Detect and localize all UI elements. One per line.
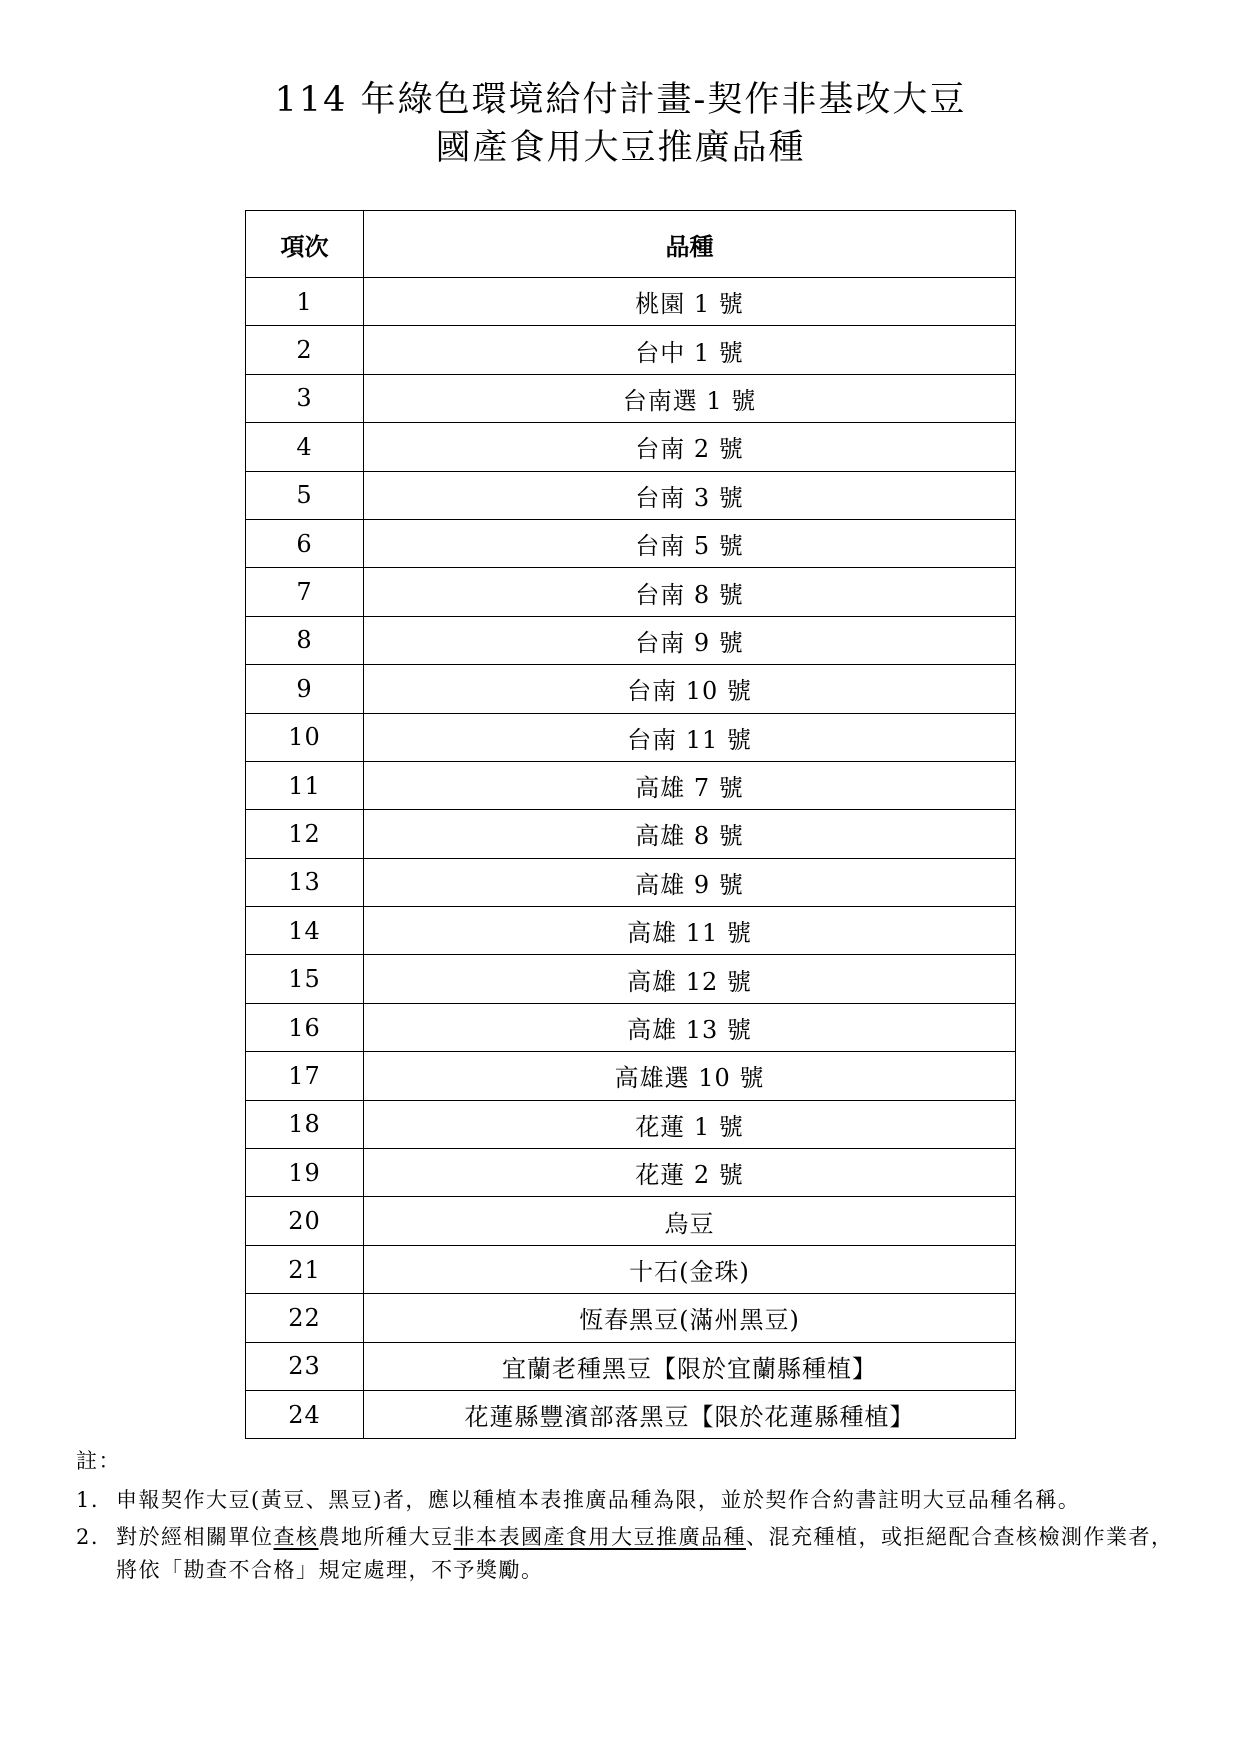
document-subtitle: 國產食用大豆推廣品種 [435,128,806,168]
row-variety: 花蓮縣豐濱部落黑豆【限於花蓮縣種植】 [364,1390,1016,1438]
table-row [246,1390,1016,1438]
row-index: 11 [246,761,364,809]
row-index: 1 [246,278,364,326]
row-variety: 十石(金珠) [364,1245,1016,1293]
note-item-1 [76,1484,1176,1517]
table-row [246,278,1016,326]
table-row [246,1003,1016,1051]
notes-section [76,1445,1176,1591]
table-row [246,907,1016,955]
row-variety: 宜蘭老種黑豆【限於宜蘭縣種植】 [364,1342,1016,1390]
table-row [246,858,1016,906]
row-variety: 高雄 12 號 [364,955,1016,1003]
row-variety: 台中 1 號 [364,326,1016,374]
table-row [246,1294,1016,1342]
row-index: 12 [246,810,364,858]
table-row [246,423,1016,471]
row-index: 8 [246,616,364,664]
table-row [246,665,1016,713]
row-index: 13 [246,858,364,906]
row-variety: 台南 5 號 [364,519,1016,567]
row-index: 21 [246,1245,364,1293]
table-row [246,471,1016,519]
row-variety: 台南 10 號 [364,665,1016,713]
row-index: 18 [246,1100,364,1148]
row-index: 19 [246,1149,364,1197]
table-row [246,568,1016,616]
table-row [246,1149,1016,1197]
note-number: 2. [76,1525,100,1549]
note-text-part: 農地所種大豆 [318,1525,454,1549]
table-row [246,326,1016,374]
note-item-2 [76,1521,1176,1587]
row-index: 6 [246,519,364,567]
row-variety: 高雄 9 號 [364,858,1016,906]
table-row [246,1197,1016,1245]
table-row [246,810,1016,858]
row-index: 9 [246,665,364,713]
table-row [246,1100,1016,1148]
row-variety: 台南 11 號 [364,713,1016,761]
row-variety: 台南 3 號 [364,471,1016,519]
note-text-part: 對於經相關單位 [116,1525,274,1549]
table-row [246,616,1016,664]
note-text-part: 、混充種植，或拒絕配合查核檢測作業者，將依「勘查不合格」規定處理，不予獎勵。 [116,1525,1174,1582]
table-row [246,1245,1016,1293]
table-row [246,761,1016,809]
row-index: 10 [246,713,364,761]
row-variety: 花蓮 2 號 [364,1149,1016,1197]
table-row [246,519,1016,567]
table-row [246,374,1016,422]
row-index: 16 [246,1003,364,1051]
table-row [246,713,1016,761]
row-index: 5 [246,471,364,519]
row-variety: 台南 2 號 [364,423,1016,471]
row-variety: 台南選 1 號 [364,374,1016,422]
row-variety: 恆春黑豆(滿州黑豆) [364,1294,1016,1342]
row-index: 24 [246,1390,364,1438]
variety-table [245,210,1016,1439]
row-index: 2 [246,326,364,374]
notes-label: 註： [76,1449,121,1473]
row-index: 23 [246,1342,364,1390]
header-variety: 品種 [364,211,1016,278]
row-variety: 高雄選 10 號 [364,1052,1016,1100]
row-index: 17 [246,1052,364,1100]
row-index: 7 [246,568,364,616]
row-variety: 高雄 8 號 [364,810,1016,858]
note-text: 申報契作大豆(黃豆、黑豆)者，應以種植本表推廣品種為限，並於契作合約書註明大豆品種名稱。 [116,1488,1081,1512]
table-row [246,1342,1016,1390]
row-variety: 高雄 13 號 [364,1003,1016,1051]
note-underlined-text: 查核 [273,1525,319,1549]
row-index: 15 [246,955,364,1003]
note-underlined-text: 非本表國產食用大豆推廣品種 [453,1525,746,1549]
row-variety: 高雄 11 號 [364,907,1016,955]
table-row [246,955,1016,1003]
header-index: 項次 [246,211,364,278]
row-variety: 高雄 7 號 [364,761,1016,809]
row-index: 20 [246,1197,364,1245]
table-row [246,1052,1016,1100]
row-variety: 桃園 1 號 [364,278,1016,326]
row-variety: 台南 8 號 [364,568,1016,616]
row-variety: 台南 9 號 [364,616,1016,664]
row-variety: 烏豆 [364,1197,1016,1245]
row-variety: 花蓮 1 號 [364,1100,1016,1148]
row-index: 3 [246,374,364,422]
row-index: 14 [246,907,364,955]
note-number: 1. [76,1488,100,1512]
table-header-row [246,211,1016,278]
document-title: 114 年綠色環境給付計畫-契作非基改大豆 [274,80,967,120]
note-text [116,1521,1176,1587]
row-index: 22 [246,1294,364,1342]
row-index: 4 [246,423,364,471]
